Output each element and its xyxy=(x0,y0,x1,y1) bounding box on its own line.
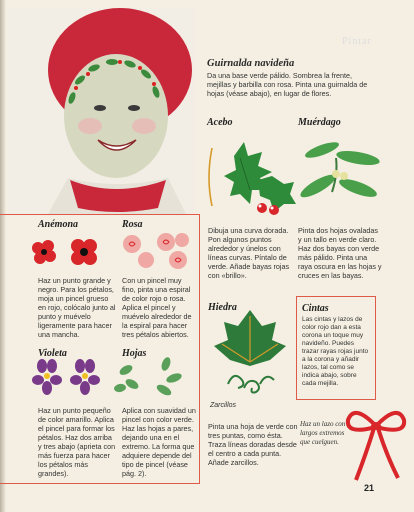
child-photo xyxy=(8,8,194,214)
holly-illustration xyxy=(200,128,300,220)
garland-text: Da una base verde pálido. Sombrea la frente, mejillas y barbilla con rosa. Pinta una guirnalda de hojas (véase abajo), en lugar de flores. xyxy=(207,71,368,98)
bow-illustration xyxy=(344,404,410,484)
hojas-text: Aplica con suavidad un pincel con color verde. Haz las hojas a pares, dejando una en el extremo. La forma que adquiere depende del tipo de pincel (véase pág. 2). xyxy=(122,406,196,478)
violet-illustration xyxy=(30,358,110,402)
hojas-title: Hojas xyxy=(122,348,147,359)
page-number: 21 xyxy=(364,483,375,493)
bow-note: Haz un lazo con largos extremos que cuelguen. xyxy=(300,420,346,446)
child-illustration xyxy=(8,8,194,214)
muerdago-title: Muérdago xyxy=(298,117,341,128)
anemone-illustration xyxy=(26,234,106,274)
violeta-text: Haz un punto pequeño de color amarillo. Aplica el pincel para formar los pétalos. Haz dos arriba y tres abajo (aprieta con más fuerza para hacer los pétalos más grandes). xyxy=(38,406,116,478)
mistletoe-illustration xyxy=(296,128,386,210)
hiedra-title: Hiedra xyxy=(208,302,237,313)
violeta-title: Violeta xyxy=(38,348,67,359)
cintas-text: Las cintas y lazos de color rojo dan a esta corona un toque muy navideño. Puedes trazar rayas rojas junto a la corona y añadir lazos, tal como se indica abajo, sobre cada mejilla. xyxy=(302,316,369,387)
leaves-illustration xyxy=(112,354,192,400)
muerdago-text: Pinta dos hojas ovaladas y un tallo en verde claro. Haz dos bayas con verde más pálido. Pinta una raya oscura en las hojas y cruces en las bayas. xyxy=(298,226,382,280)
rosa-title: Rosa xyxy=(122,219,143,230)
acebo-title: Acebo xyxy=(207,117,233,128)
rose-illustration xyxy=(116,230,196,274)
faded-header-text: Pintar xyxy=(342,36,372,47)
ivy-illustration xyxy=(210,304,290,400)
rosa-text: Con un pincel muy fino, pinta una espiral de color rojo o rosa. Aplica el pincel y muévelo alrededor de la espiral para hacer tres pétalos abiertos. xyxy=(122,276,192,339)
anemona-title: Anémona xyxy=(38,219,79,230)
zarcillos-caption: Zarcillos xyxy=(210,402,237,409)
garland-title: Guirnalda navideña xyxy=(207,58,295,69)
acebo-text: Dibuja una curva dorada. Pon algunos puntos alrededor y únelos con líneas curvas. Píntalo de verde. Añade bayas rojas con «brillo». xyxy=(208,226,290,280)
hiedra-text: Pinta una hoja de verde con tres puntas, como ésta. Traza líneas doradas desde el centro a cada punta. Añade zarcillos. xyxy=(208,422,298,467)
cintas-title: Cintas xyxy=(302,303,329,314)
anemona-text: Haz un punto grande y negro. Para los pétalos, moja un pincel grueso en rojo, colócalo junto al punto y muévelo ligeramente para hacer una mancha. xyxy=(38,276,116,339)
